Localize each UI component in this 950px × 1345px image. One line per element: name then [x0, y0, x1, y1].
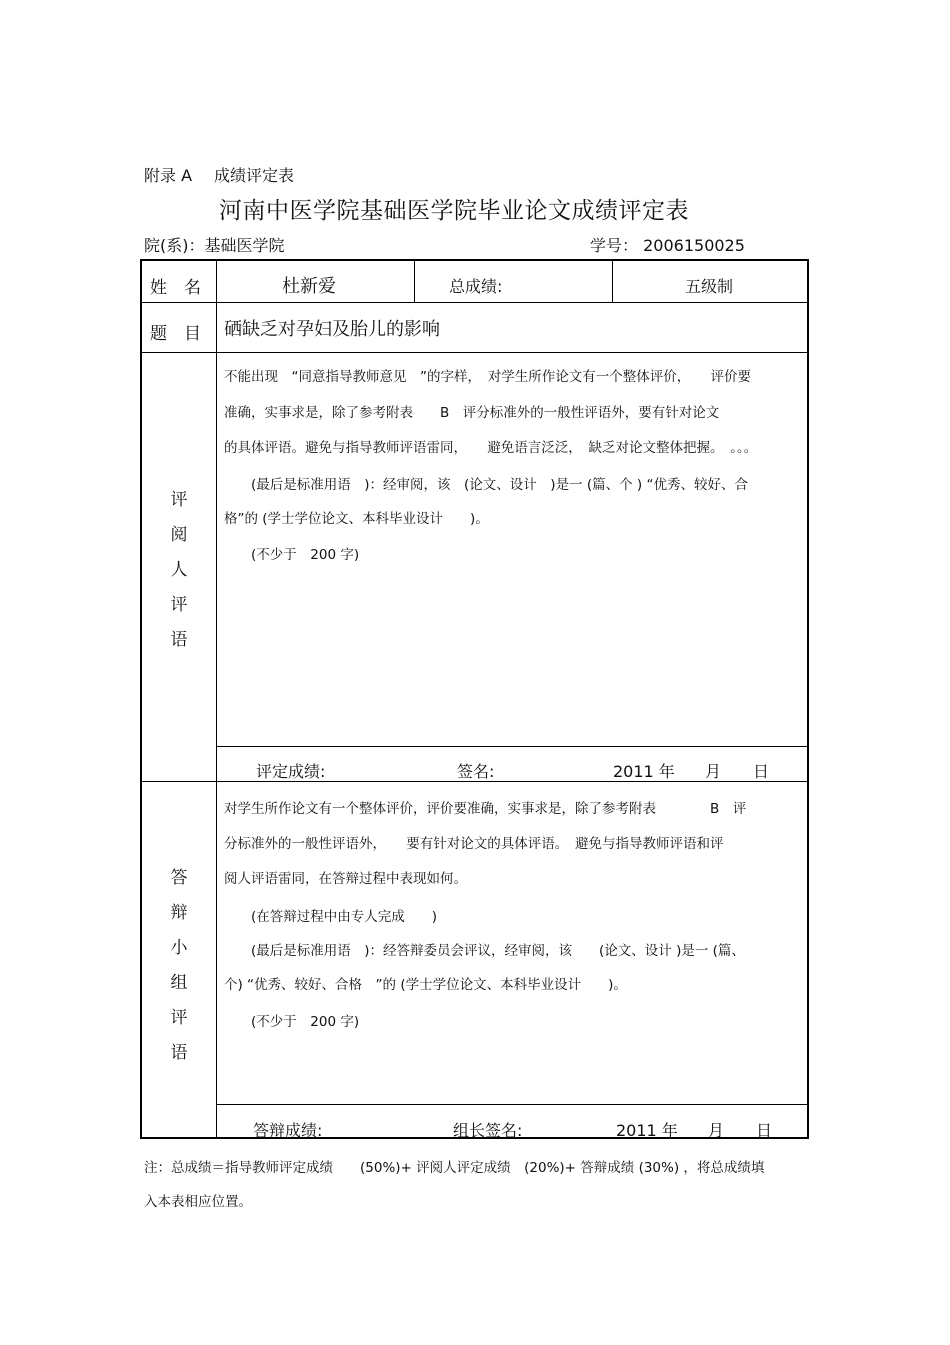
defense-text-line: (在答辩过程中由专人完成 ) [224, 909, 438, 925]
reviewer-text-line: 的具体评语。避免与指导教师评语雷同， 避免语言泛泛， 缺乏对论文整体把握。 。。。 [224, 440, 758, 456]
label-char: 辩 [170, 903, 188, 923]
defense-text-line: (最后是标准用语 )：经答辩委员会评议，经审阅，该 (论文、设计 )是一 (篇、 [224, 943, 745, 959]
footnote-line: 注：总成绩＝指导教师评定成绩 (50%)+ 评阅人评定成绩 (20%)+ 答辩成绩 (30%) ，将总成绩填 [144, 1160, 765, 1176]
column-divider [612, 261, 613, 302]
department-line [144, 233, 285, 256]
defense-text-line: 阅人评语雷同，在答辩过程中表现如何。 [224, 871, 467, 887]
defense-date-month: 月 [708, 1121, 725, 1140]
appendix-label: 附录 A [144, 166, 193, 185]
student-id-line [590, 233, 745, 256]
appendix-heading [144, 163, 294, 186]
label-char: 评 [170, 1008, 188, 1028]
reviewer-text-line: 格”的 (学士学位论文、本科毕业设计 )。 [224, 511, 489, 527]
row-divider [216, 746, 807, 747]
reviewer-text-line: (不少于 200 字) [224, 547, 360, 563]
footnote-line: 入本表相应位置。 [144, 1194, 252, 1210]
grade-table [140, 259, 809, 1139]
row-divider [142, 352, 807, 353]
name-label: 姓 名 [150, 278, 201, 298]
label-char: 答 [170, 868, 188, 888]
reviewer-date-year: 2011 年 [613, 762, 675, 781]
student-id-value: 2006150025 [643, 236, 745, 255]
reviewer-date-day: 日 [753, 762, 770, 781]
label-char: 组 [170, 973, 188, 993]
defense-comment-label [142, 861, 216, 1071]
department-label: 院(系)： [144, 236, 205, 255]
reviewer-date-month: 月 [705, 762, 722, 781]
reviewer-text-line: 不能出现 “同意指导教师意见 ”的字样， 对学生所作论文有一个整体评价， 评价要 [224, 369, 751, 385]
row-divider [216, 1104, 807, 1105]
total-grade-label: 总成绩: [449, 277, 503, 296]
defense-text-line: 对学生所作论文有一个整体评价，评价要准确，实事求是，除了参考附表 B 评 [224, 801, 747, 817]
reviewer-text-line: (最后是标准用语 )：经审阅，该 (论文、设计 )是一 (篇、个 ) “优秀、较好、合 [224, 477, 748, 493]
label-char: 小 [170, 938, 188, 958]
department-value: 基础医学院 [204, 236, 285, 255]
label-char: 人 [170, 560, 188, 580]
reviewer-grade-label: 评定成绩: [256, 762, 326, 781]
topic-label: 题 目 [150, 324, 201, 344]
row-divider [142, 302, 807, 303]
defense-text-line: (不少于 200 字) [224, 1014, 360, 1030]
label-char: 评 [170, 490, 188, 510]
topic-value: 硒缺乏对孕妇及胎儿的影响 [224, 319, 440, 340]
defense-text-line: 个) “优秀、较好、合格 ”的 (学士学位论文、本科毕业设计 )。 [224, 977, 627, 993]
reviewer-text-line: 准确，实事求是，除了参考附表 B 评分标准外的一般性评语外，要有针对论文 [224, 405, 720, 421]
total-grade-value: 五级制 [685, 277, 734, 296]
defense-date-day: 日 [756, 1121, 773, 1140]
column-divider [414, 261, 415, 302]
name-value: 杜新爱 [282, 276, 336, 297]
defense-sign-label: 组长签名: [453, 1121, 523, 1140]
label-char: 阅 [170, 525, 188, 545]
defense-date-year: 2011 年 [616, 1121, 678, 1140]
reviewer-sign-label: 签名: [457, 762, 495, 781]
label-char: 语 [170, 1043, 188, 1063]
column-divider [216, 261, 217, 1137]
student-id-label: 学号： [590, 236, 639, 255]
label-char: 语 [170, 630, 188, 650]
defense-text-line: 分标准外的一般性评语外， 要有针对论文的具体评语。 避免与指导教师评语和评 [224, 836, 724, 852]
defense-grade-label: 答辩成绩: [253, 1121, 323, 1140]
reviewer-comment-label [142, 483, 216, 658]
page-title: 河南中医学院基础医学院毕业论文成绩评定表 [219, 198, 689, 224]
appendix-title: 成绩评定表 [214, 166, 295, 185]
label-char: 评 [170, 595, 188, 615]
